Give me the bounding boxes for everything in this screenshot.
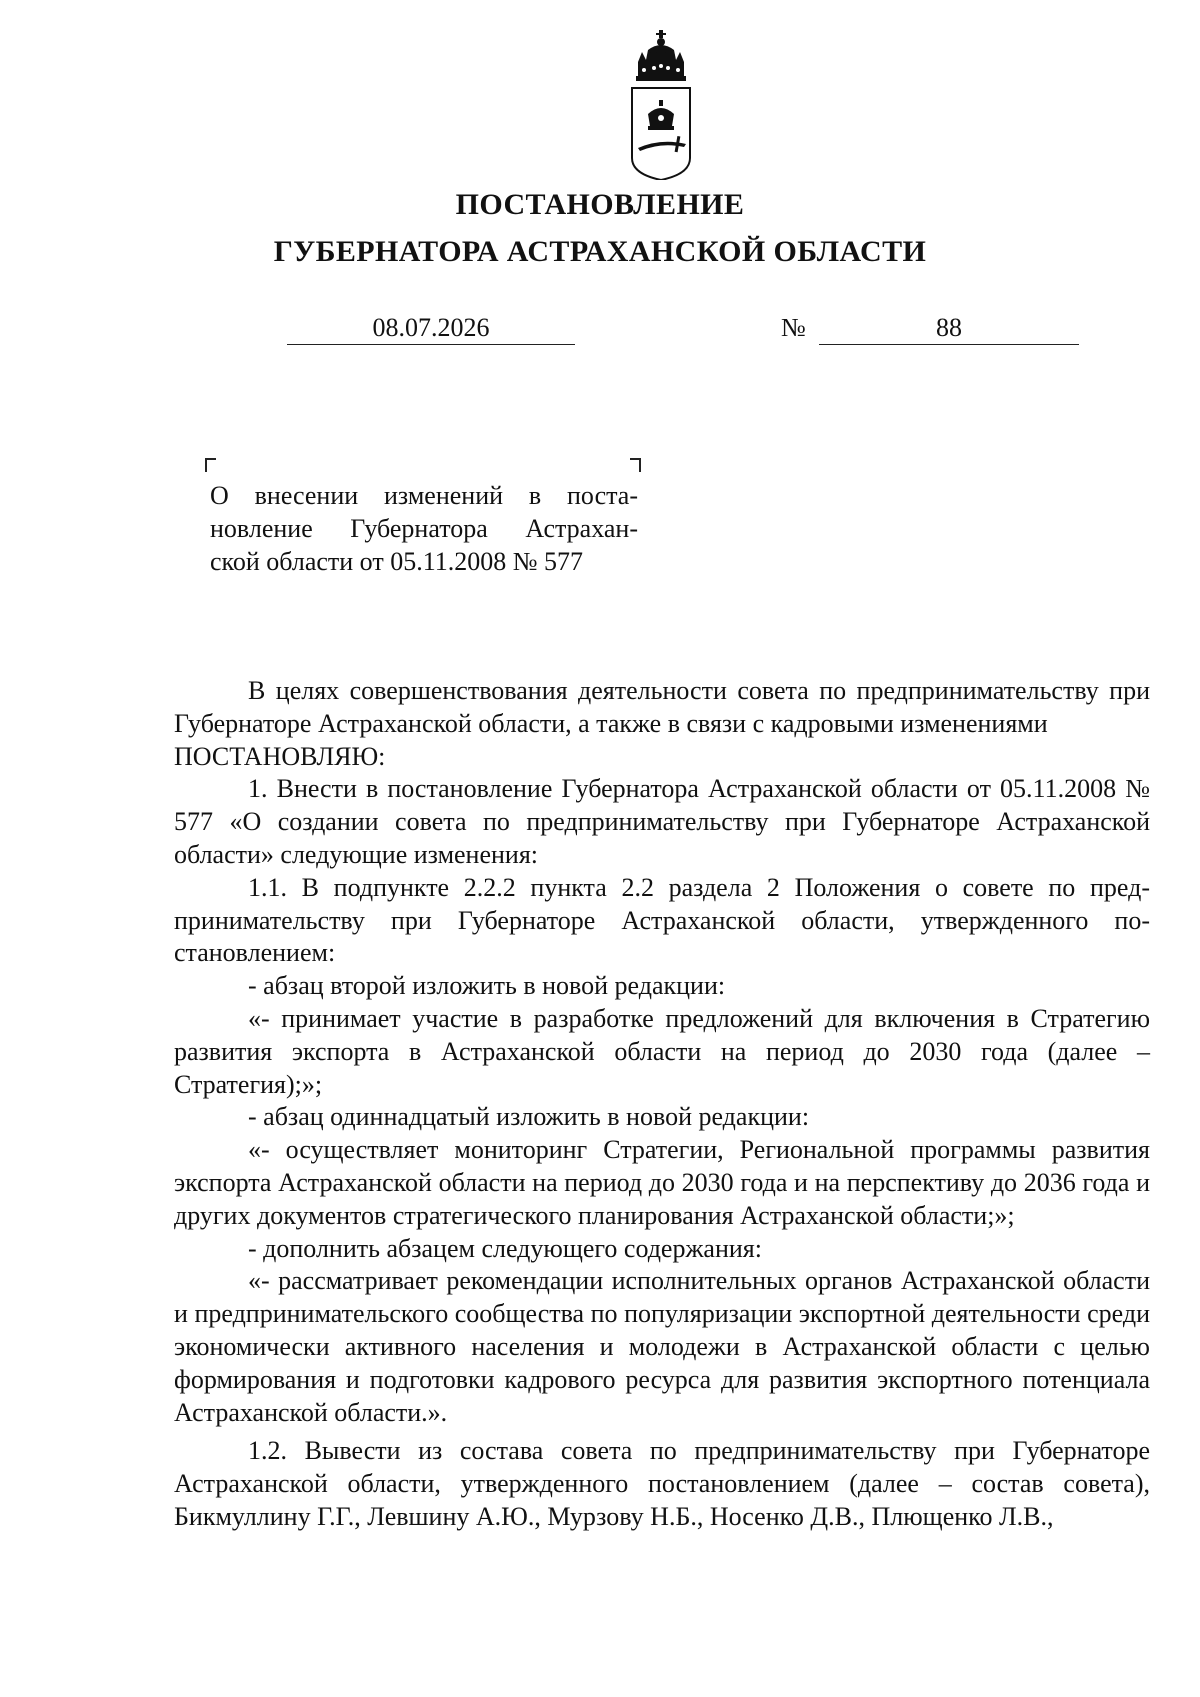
- document-type-title: ПОСТАНОВЛЕНИЕ: [455, 188, 745, 221]
- amendment-instruction: - абзац второй изложить в новой редакции:: [248, 971, 726, 1001]
- resolution-keyword: ПОСТАНОВЛЯЮ:: [174, 741, 386, 771]
- astrakhan-coat-of-arms-icon: [626, 30, 696, 180]
- amendment-text: «- принимает участие в разработке предложений для включения в Стратегию развития экспорта в Астраханской области на период до 2030 года (далее – Стратегия);»;: [174, 1003, 1150, 1099]
- issuer-title: ГУБЕРНАТОРА АСТРАХАНСКОЙ ОБЛАСТИ: [273, 235, 927, 268]
- clause-1: 1. Внести в постановление Губернатора Астраханской области от 05.11.2008 № 577 «О создании совета по предпринимательству при Губернаторе Астраханской области» следующие изменения:: [174, 774, 1150, 869]
- number-sign: №: [781, 313, 806, 342]
- amendment-text: «- осуществляет мониторинг Стратегии, Региональной программы развития экспорта Астраханской области на период до 2030 года и на перспективу до 2036 года и других документов стратегического планирования Астраханской области;»;: [174, 1135, 1150, 1230]
- amendment-instruction: - абзац одиннадцатый изложить в новой редакции:: [248, 1102, 810, 1132]
- subject-corner-left: [205, 458, 216, 472]
- document-body: [174, 675, 1150, 1534]
- document-number: 88: [819, 312, 1079, 345]
- preamble-paragraph: В целях совершенствования деятельности совета по предпринимательству при Губернаторе Астраханской области, а также в связи с кадровыми изменениями: [174, 676, 1150, 738]
- clause-1-1: 1.1. В подпункте 2.2.2 пункта 2.2 раздела 2 Положения о совете по предпринимательству при Губернаторе Астраханской области, утвержденного постановлением:: [174, 872, 1150, 968]
- clause-1-2: 1.2. Вывести из состава совета по предпринимательству при Губернаторе Астраханской области, утвержденного постановлением (далее – состав совета), Бикмуллину Г.Г., Левшину А.Ю., Мурзову Н.Б., Носенко Д.В., Плющенко Л.В.,: [174, 1436, 1150, 1531]
- subject-line: ской области от 05.11.2008 № 577: [210, 547, 584, 576]
- document-subject: [210, 479, 638, 578]
- amendment-text: «- рассматривает рекомендации исполнительных органов Астраханской области и предпринимательского сообщества по популяризации экспортной деятельности среди экономически активного населения и молодежи в Астраханской области с целью формирования и подготовки кадрового ресурса для развития экспортного потенциала Астраханской области.».: [174, 1266, 1150, 1427]
- document-date: 08.07.2026: [287, 312, 575, 345]
- subject-corner-right: [630, 458, 641, 472]
- subject-line: новление Губернатора Астрахан-: [210, 514, 638, 543]
- amendment-instruction: - дополнить абзацем следующего содержания:: [248, 1233, 762, 1263]
- subject-line: О внесении изменений в поста-: [210, 481, 638, 510]
